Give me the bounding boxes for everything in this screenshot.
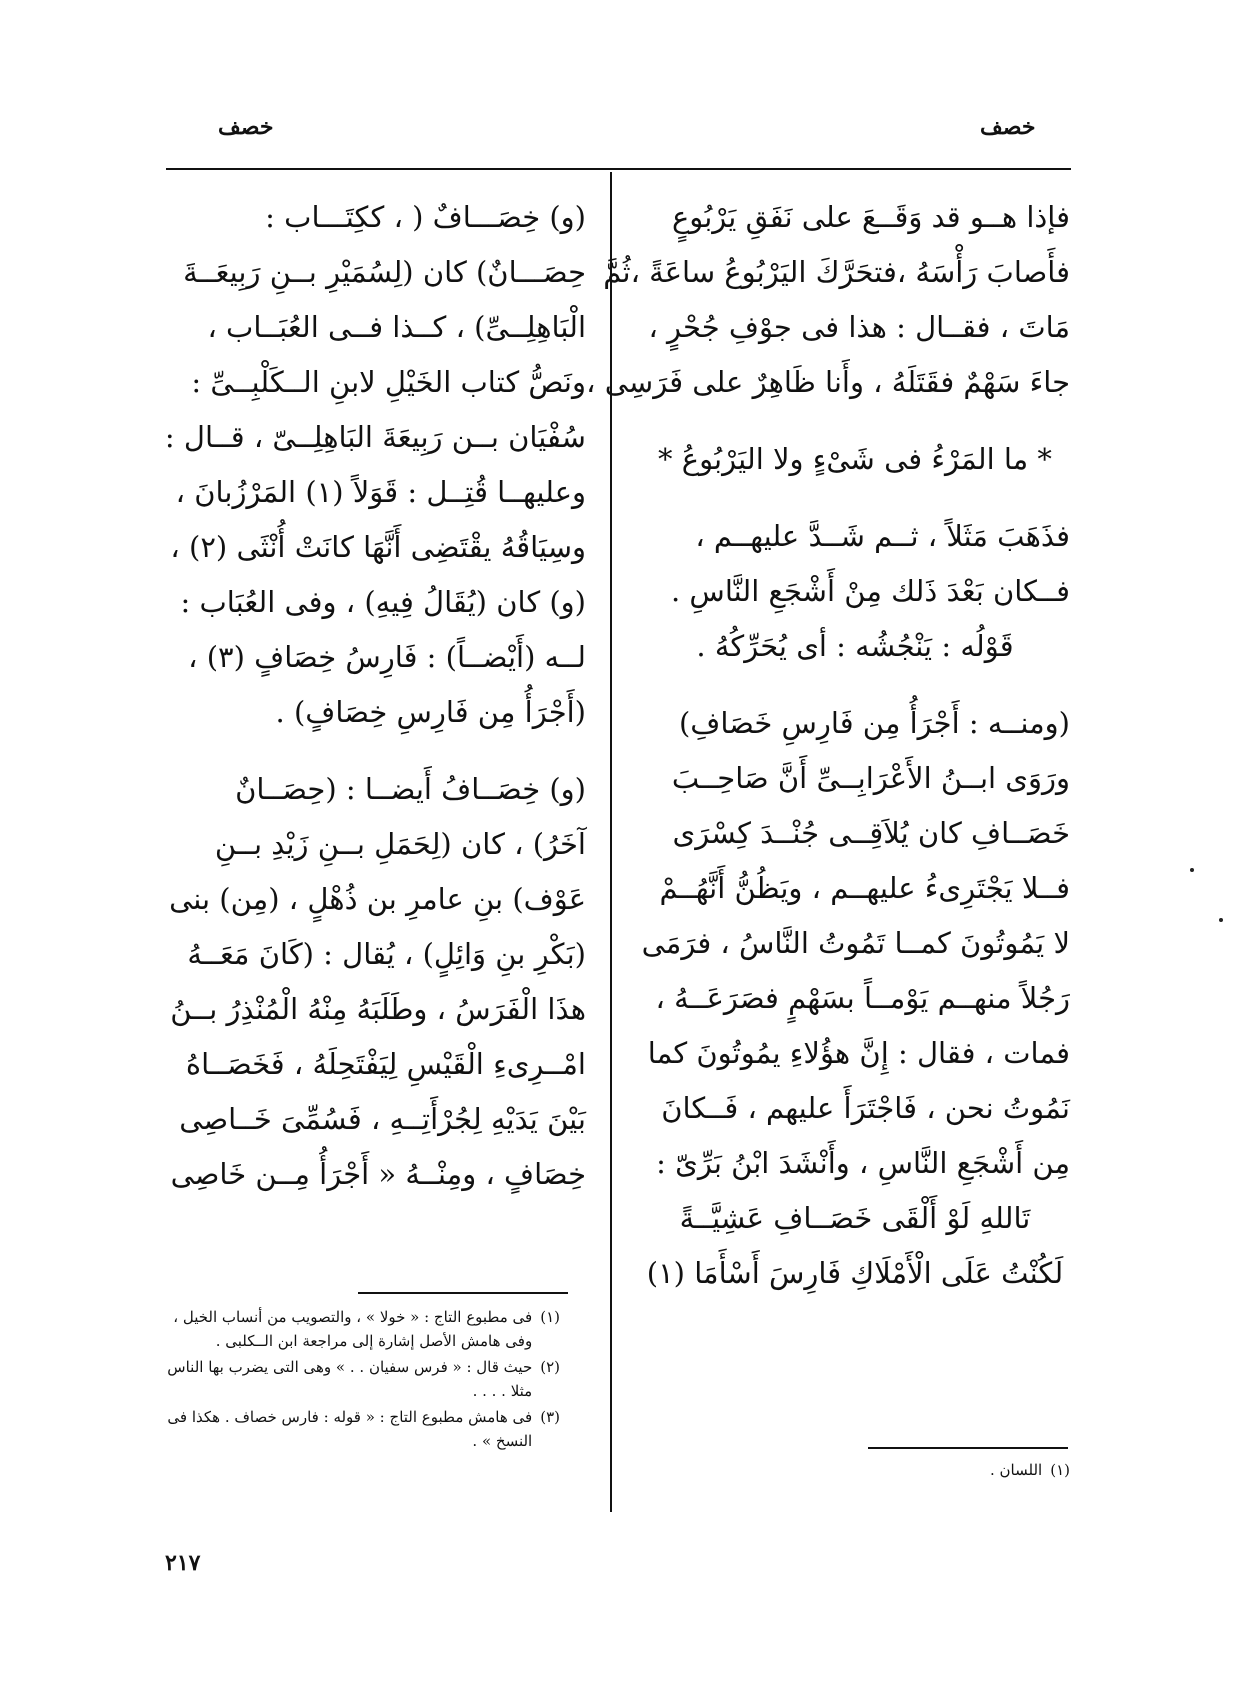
footnote	[150, 1405, 560, 1453]
text-line: ورَوَى ابــنُ الأَعْرَابِــىِّ أَنَّ صَاحِــبَ	[671, 761, 1070, 795]
footnote-number: (١)	[1050, 1461, 1070, 1479]
text-line: (أَجْرَأُ مِن فَارِسِ خِصَافٍ) .	[275, 695, 586, 729]
text-line: خِصَافٍ ، ومِنْــهُ « أَجْرَأُ مِــن خَاصِى	[170, 1157, 586, 1191]
text-line: ونَصُّ كتاب الخَيْلِ لابنِ الــكَلْبِــىِّ :	[191, 365, 586, 399]
text-line: سُفْيَان بــن رَبِيعَةَ البَاهِلِــىّ ، قــال :	[164, 420, 586, 454]
text-line: فذَهَبَ مَثَلاً ، ثــم شَــدَّ عليهــم ،	[695, 519, 1070, 553]
text-line: فإذا هــو قد وَقَــعَ على نَفَقِ يَرْبُوعٍ	[671, 200, 1070, 234]
text-line: (و) خِصَـــافٌ ( ، ككِتَـــاب :	[265, 200, 586, 234]
text-line: مَاتَ ، فقــال : هذا فى جوْفِ جُحْرٍ ،	[648, 310, 1070, 344]
text-line: فمات ، فقال : إِنَّ هؤُلاءِ يمُوتُونَ كما	[647, 1036, 1070, 1070]
text-line: (و) كان (يُقَالُ فِيهِ) ، وفى العُبَاب :	[180, 585, 586, 619]
footnote	[150, 1355, 560, 1403]
scan-speck	[1190, 868, 1194, 872]
text-line: امْــرِىءِ الْقَيْسِ لِيَفْتَحِلَهُ ، فَخَصَــاهُ	[185, 1047, 586, 1081]
text-line: (و) خِصَــافُ أَيضــا : (حِصَــانٌ	[235, 772, 586, 806]
text-line: (ومنــه : أَجْرَأُ مِن فَارِسِ خَصَافِ)	[678, 706, 1070, 740]
footnote-text: فى هامش مطبوع التاج : « قوله : فارس خصاف . هكذا فى النسخ » .	[167, 1408, 533, 1450]
text-line: بَيْنَ يَدَيْهِ لِجُرْأَتِــهِ ، فَسُمِّىَ خَــاصِى	[179, 1102, 586, 1136]
footnote	[150, 1305, 560, 1353]
running-header-right: خصف	[980, 114, 1036, 140]
header-rule	[166, 168, 1071, 170]
scan-speck	[1219, 918, 1223, 922]
footnote-text: فى مطبوع التاج : « خولا » ، والتصويب من أنساب الخيل ، وفى هامش الأصل إشارة إلى مراجعة ابن الــكلبى .	[173, 1308, 533, 1350]
footnote-text: حيث قال : « فرس سفيان . . » وهى التى يضرب بها الناس مثلا . . . .	[167, 1358, 533, 1400]
footnote-rule-left	[358, 1292, 568, 1294]
footnote	[880, 1458, 1070, 1482]
footnotes-right	[880, 1458, 1070, 1484]
gloss-line: قَوْلُه : يَنْجُشُه : أى يُحَرِّكُهُ .	[696, 629, 1014, 663]
text-line: خَصَــافِ كان يُلاَقِــى جُنْــدَ كِسْرَى	[672, 816, 1070, 850]
running-header-left: خصف	[218, 114, 274, 140]
poem-verse-1: تَاللهِ لَوْ أَلْقَى خَصَــافِ عَشِيَّــةً	[679, 1201, 1031, 1235]
footnote-rule-right	[868, 1447, 1068, 1449]
footnotes-left	[150, 1305, 560, 1455]
text-line: فأَصابَ رَأْسَهُ ،فتحَرَّكَ اليَرْبُوعُ ساعَةً ،ثُمَّ	[603, 255, 1070, 289]
footnote-number: (٣)	[540, 1408, 560, 1426]
text-line: (بَكْرِ بنِ وَائِلٍ) ، يُقال : (كَانَ مَعَــهُ	[187, 937, 586, 971]
page-number: ٢١٧	[165, 1550, 201, 1576]
text-line: الْبَاهِلِــىِّ) ، كــذا فــى العُبَــاب ،	[207, 310, 586, 344]
text-line: آخَرُ) ، كان (لِحَمَلِ بــنِ زَيْدِ بــنِ	[214, 827, 586, 861]
text-line: هذَا الْفَرَسُ ، وطَلَبَهُ مِنْهُ الْمُنْذِرُ بــنُ	[170, 992, 586, 1026]
footnote-number: (١)	[540, 1308, 560, 1326]
text-line: لــه (أَيْضــاً) : فَارِسُ خِصَافٍ (٣) ،	[188, 640, 586, 674]
text-line: وعليهــا قُتِــل : قَوَلاً (١) المَرْزُبانَ ،	[175, 475, 586, 509]
text-line: عَوْف) بنِ عامرِ بن ذُهْلٍ ، (مِن) بنى	[169, 882, 586, 916]
right-column	[586, 190, 1070, 1301]
text-line: فــكان بَعْدَ ذَلك مِنْ أَشْجَعِ النَّاسِ .	[670, 574, 1070, 608]
text-line: حِصَـــانٌ) كان (لِسُمَيْرِ بــنِ رَبِيعَــةَ	[183, 255, 586, 289]
text-line: لا يَمُوتُونَ كمــا تَمُوتُ النَّاسُ ، فرَمَى	[641, 926, 1070, 960]
text-line: نَمُوتُ نحن ، فَاجْتَرَأَ عليهم ، فَــكانَ	[661, 1091, 1070, 1125]
proverb: * ما المَرْءُ فى شَىْءٍ ولا اليَرْبُوعُ *	[658, 442, 1052, 476]
text-line: مِن أَشْجَعِ النَّاسِ ، وأَنْشَدَ ابْنُ بَرِّىّ :	[656, 1146, 1070, 1180]
text-line: رَجُلاً منهــم يَوْمــاً بسَهْمٍ فصَرَعَــهُ ،	[655, 981, 1070, 1015]
poem-verse-2: لَكُنْتُ عَلَى الْأَمْلَاكِ فَارِسَ أَسْأَمَا (١)	[646, 1256, 1064, 1290]
text-line: فــلا يَجْتَرِىءُ عليهــم ، ويَظُنُّ أَنَّهُــمْ	[659, 871, 1070, 905]
text-line: جاءَ سَهْمٌ فقَتَلَهُ ، وأَنا ظَاهِرٌ على فَرَسِى ،	[586, 365, 1070, 399]
text-line: وسِيَاقُهُ يقْتَضِى أَنَّهَا كانَتْ أُنْثَى (٢) ،	[170, 530, 586, 564]
left-column	[164, 190, 586, 1202]
footnote-number: (٢)	[540, 1358, 560, 1376]
footnote-text: اللسان .	[990, 1461, 1043, 1479]
